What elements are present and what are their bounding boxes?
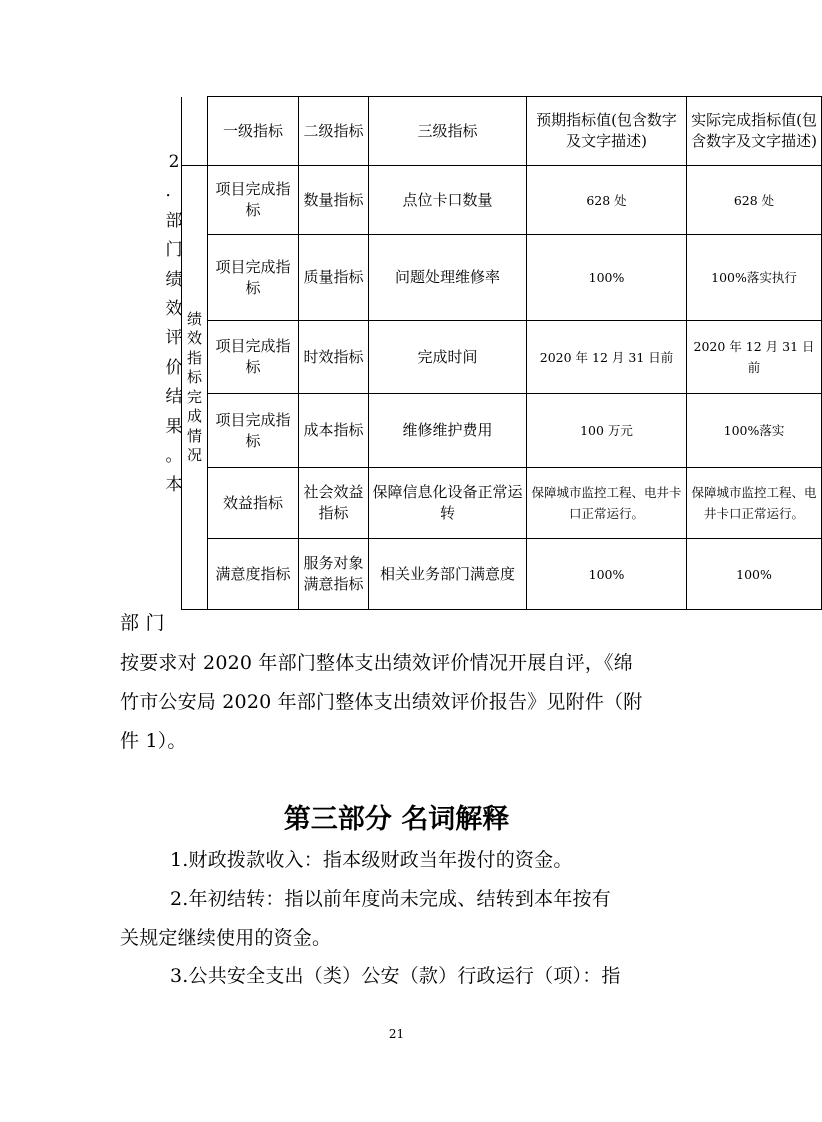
vertical-header-char: 绩 <box>186 309 202 328</box>
table-cell: 项目完成指标 <box>208 235 299 321</box>
body-text-line: 部 门 <box>120 612 165 634</box>
table-cell: 100%落实执行 <box>687 235 822 321</box>
table-cell: 问题处理维修率 <box>369 235 527 321</box>
table-header-row <box>182 97 822 166</box>
table-cell: 点位卡口数量 <box>369 166 527 235</box>
body-text-line: 件 1）。 <box>120 730 187 752</box>
vertical-header-char: 况 <box>186 446 202 464</box>
table-row <box>182 166 822 235</box>
table-cell: 时效指标 <box>299 321 369 394</box>
table-cell: 项目完成指标 <box>208 321 299 394</box>
table-cell: 成本指标 <box>299 394 369 468</box>
table-cell: 100 万元 <box>527 394 687 468</box>
table-row <box>182 235 822 321</box>
definition-item-3: 3.公共安全支出（类）公安（款）行政运行（项）：指 <box>170 965 621 987</box>
header-cell: 二级指标 <box>299 97 369 166</box>
table-cell: 保障信息化设备正常运转 <box>369 468 527 539</box>
side-label-char: 结 <box>165 387 183 408</box>
table-cell: 完成时间 <box>369 321 527 394</box>
table-cell: 维修维护费用 <box>369 394 527 468</box>
table-cell: 数量指标 <box>299 166 369 235</box>
performance-table <box>181 96 822 610</box>
table-cell: 效益指标 <box>208 468 299 539</box>
table-row <box>182 539 822 610</box>
side-label-char: 门 <box>165 240 183 261</box>
body-text-line: 按要求对 2020 年部门整体支出绩效评价情况开展自评，《绵 <box>120 652 633 674</box>
table-cell: 满意度指标 <box>208 539 299 610</box>
definition-item-1: 1.财政拨款收入：指本级财政当年拨付的资金。 <box>170 849 573 871</box>
table-cell: 相关业务部门满意度 <box>369 539 527 610</box>
section-heading: 第三部分 名词解释 <box>283 804 510 835</box>
table-cell: 2020 年 12 月 31 日前 <box>687 321 822 394</box>
table-cell: 628 处 <box>687 166 822 235</box>
table-cell: 2020 年 12 月 31 日前 <box>527 321 687 394</box>
table-corner-cell <box>182 97 208 166</box>
side-label-char: 果 <box>165 416 183 437</box>
header-cell: 三级指标 <box>369 97 527 166</box>
table-cell: 社会效益指标 <box>299 468 369 539</box>
table-cell: 项目完成指标 <box>208 166 299 235</box>
vertical-header-char: 效 <box>186 329 202 347</box>
vertical-header-char: 指 <box>186 348 202 367</box>
table-cell: 质量指标 <box>299 235 369 321</box>
table-cell: 服务对象满意指标 <box>299 539 369 610</box>
side-label-char: 效 <box>165 299 183 320</box>
side-label-char: 价 <box>165 357 183 378</box>
definition-item-2-continued: 关规定继续使用的资金。 <box>120 927 332 949</box>
table-cell: 保障城市监控工程、电井卡口正常运行。 <box>527 468 687 539</box>
table-cell: 项目完成指标 <box>208 394 299 468</box>
table-cell: 保障城市监控工程、电井卡口正常运行。 <box>687 468 822 539</box>
vertical-header-cell <box>182 166 208 610</box>
vertical-header-char: 完 <box>186 387 202 406</box>
definition-item-2: 2.年初结转：指以前年度尚未完成、结转到本年按有 <box>170 888 611 910</box>
table-cell: 100% <box>527 539 687 610</box>
vertical-header-char: 标 <box>186 368 202 386</box>
header-cell: 预期指标值(包含数字及文字描述) <box>527 97 687 166</box>
page-number: 21 <box>388 1027 405 1041</box>
side-label-char: 2 <box>168 152 180 172</box>
table-cell: 100% <box>687 539 822 610</box>
vertical-header-char: 成 <box>186 407 202 425</box>
vertical-header-char: 情 <box>186 426 202 445</box>
body-text-line: 竹市公安局 2020 年部门整体支出绩效评价报告》见附件（附 <box>120 691 643 713</box>
side-label-char: 绩 <box>165 269 183 290</box>
header-cell: 一级指标 <box>208 97 299 166</box>
table-row <box>182 394 822 468</box>
side-label-char: 本 <box>165 475 183 496</box>
table-cell: 100%落实 <box>687 394 822 468</box>
table-cell: 100% <box>527 235 687 321</box>
side-label-char: 评 <box>165 328 183 349</box>
side-label-char: 部 <box>165 210 183 231</box>
table-row <box>182 468 822 539</box>
side-label-char: 。 <box>165 446 183 467</box>
table-row <box>182 321 822 394</box>
table-cell: 628 处 <box>527 166 687 235</box>
header-cell: 实际完成指标值(包含数字及文字描述) <box>687 97 822 166</box>
side-label-char: ． <box>165 181 183 202</box>
